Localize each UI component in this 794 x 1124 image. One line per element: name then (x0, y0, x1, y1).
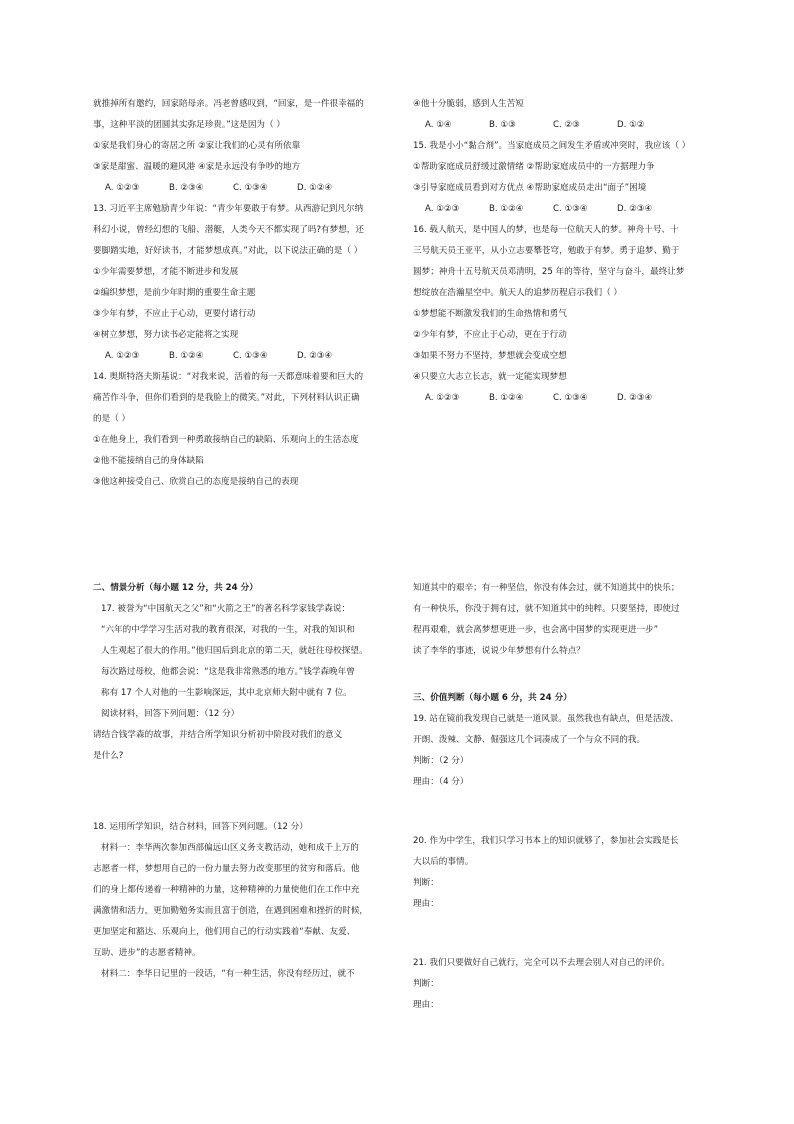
option-b: B. ②③④ (169, 183, 204, 193)
text-line: 就推掉所有邀约，回家陪母亲。冯老曾感叹到，“回家，是一件很幸福的 (93, 99, 364, 109)
reason-label: 理由： (413, 1000, 439, 1010)
text-line: 称有 17 个人对他的一生影响深远，其中北京师大附中就有 7 位。 (101, 688, 352, 698)
option-d: D. ②③④ (617, 393, 653, 403)
text-line: 开朗、泼辣、文静、倔强这几个词凑成了一个与众不同的我。 (413, 735, 646, 745)
text-line: 程再艰难，就会离梦想更进一步，也会离中国梦的实现更进一步” (413, 625, 659, 635)
text-line: 的是（ ） (93, 414, 131, 424)
option-d: D. ②③④ (617, 204, 653, 214)
top-left-column (93, 94, 403, 493)
text-line: 是什么? (93, 751, 124, 761)
top-right-column (413, 94, 723, 409)
text-line: 科幻小说，曾经幻想的飞船、潜艇，人类今天不都实现了吗?有梦想，还 (93, 225, 364, 235)
option-a: A. ①②③ (105, 183, 140, 193)
text-line: 请结合钱学森的故事，并结合所学知识分析初中阶段对我们的意义 (93, 730, 343, 740)
text-line: ②编织梦想，是前少年时期的重要生命主题 (93, 288, 256, 298)
answer-options (413, 115, 723, 136)
text-line: 想绽放在浩瀚星空中。航天人的追梦历程启示我们（ ） (413, 288, 622, 298)
question-13-stem: 13. 习近平主席勉励青少年说：“青少年要敢于有梦。从西游记到凡尔纳 (93, 204, 364, 214)
text-line: 痛苦作斗争，但你们看到的是我脸上的微笑。”对此，下列材料认识正确 (93, 393, 360, 403)
answer-options (413, 199, 723, 220)
option-c: C. ①③④ (553, 393, 588, 403)
option-d: D. ①② (617, 120, 645, 130)
bottom-left-column (93, 578, 403, 985)
question-21-stem: 21. 我们只要做好自己就行，完全可以不去理会别人对自己的评价。 (413, 958, 671, 968)
answer-options (93, 178, 403, 199)
text-line: 三号航天员王亚平，从小立志要攀苍穹，勉敢于有梦。勇于追梦、勤于 (413, 246, 680, 256)
text-line: 满激情和活力，更加勤勉务实而且富于创造，在遇到困难和挫折的时候， (93, 906, 369, 916)
text-line: ①梦想能不断激发我们的生命热情和勇气 (413, 309, 567, 319)
text-line: 材料一：李华两次参加西部偏远山区义务支教活动，她和成千上万的 (101, 843, 359, 853)
question-14-stem: 14. 奥斯特洛夫斯基说：“对我来说，活着的每一天都意味着要和巨大的 (93, 372, 364, 382)
option-c: C. ①③④ (553, 204, 588, 214)
text-line: 事，这种平淡的团圆其实弥足珍贵。”这是因为（ ） (93, 120, 285, 130)
text-line: ③引导家庭成员看到对方优点 ④帮助家庭成员走出“面子”困境 (413, 183, 647, 193)
question-19-stem: 19. 站在镜前我发现自己就是一道风景。虽然我也有缺点，但是活泼、 (413, 714, 679, 724)
option-c: C. ①③④ (233, 351, 268, 361)
text-line: 圆梦；神舟十五号航天员邓清明，25 年的等待，坚守与奋斗，最终让梦 (413, 267, 685, 277)
option-a: A. ①②③ (105, 351, 140, 361)
text-line: 阅读材料，回答下列问题：（12 分） (101, 709, 240, 719)
text-line: 材料二：李华日记里的一段话，“有一种生活，你没有经历过，就不 (101, 969, 355, 979)
text-line: ④他十分脆弱，感到人生苦短 (413, 99, 524, 109)
option-b: B. ①③ (489, 120, 516, 130)
section-2-title: 二、情景分析（每小题 12 分，共 24 分） (93, 583, 258, 593)
text-line: ④树立梦想，努力读书必定能将之实现 (93, 330, 239, 340)
answer-space (93, 767, 403, 817)
text-line: 志愿者一样，梦想用自己的一份力量去努力改变那里的贫穷和落后。他 (93, 864, 360, 874)
option-b: B. ①②④ (489, 204, 524, 214)
text-line: ①帮助家庭成员舒缓过激情绪 ②帮助家庭成员中的一方据理力争 (413, 162, 655, 172)
text-line: ③如果不努力不坚持，梦想就会变成空想 (413, 351, 567, 361)
text-line: ④只要立大志立长志，就一定能实现梦想 (413, 372, 567, 382)
text-line: 互助、进步”的志愿者精神。 (93, 948, 201, 958)
text-line: 人生观起了很大的作用。”他归国后到北京的第二天，就赶往母校探望。 (101, 646, 368, 656)
option-a: A. ①④ (425, 120, 452, 130)
option-d: D. ②③④ (297, 351, 333, 361)
bottom-right-column (413, 578, 723, 1016)
answer-space (413, 662, 723, 688)
question-17-stem: 17. 被誉为“中国航天之父”和“火箭之王”的著名科学家钱学森说： (101, 604, 351, 614)
question-18-stem: 18. 运用所学知识，结合材料，回答下列问题。（12 分） (93, 822, 308, 832)
reason-label: 理由：（4 分） (413, 777, 469, 787)
text-line: ②少年有梦，不应止于心动，更在于行动 (413, 330, 567, 340)
text-line: ①家是我们身心的寄居之所 ②家让我们的心灵有所依靠 (93, 141, 301, 151)
option-a: A. ①②③ (425, 393, 460, 403)
judgment-label: 判断： (413, 979, 439, 989)
text-line: 们的身上都传递着一种精神的力量，这种精神的力量使他们在工作中充 (93, 885, 360, 895)
option-c: C. ②③ (553, 120, 580, 130)
option-b: B. ①②④ (169, 351, 204, 361)
text-line: ①少年需要梦想，才能不断进步和发展 (93, 267, 239, 277)
text-line: 要脚踏实地，好好读书，才能梦想成真。”对此，以下说法正确的是（ ） (93, 246, 363, 256)
text-line: ③他这种接受自己、欣赏自己的态度是接纳自己的表现 (93, 477, 299, 487)
option-c: C. ①③④ (233, 183, 268, 193)
text-line: ③家是甜蜜、温暖的避风港 ④家是永远没有争吵的地方 (93, 162, 301, 172)
reason-label: 理由： (413, 899, 439, 909)
text-line: 每次路过母校，他都会说：“这是我非常熟悉的地方。”钱学森晚年曾 (101, 667, 355, 677)
text-line: “六年的中学学习生活对我的教育很深，对我的一生，对我的知识和 (101, 625, 355, 635)
text-line: ②他不能接纳自己的身体缺陷 (93, 456, 204, 466)
answer-options (413, 388, 723, 409)
question-15-stem: 15. 我是小小“黏合剂”。当家庭成员之间发生矛盾或冲突时，我应该（ ） (413, 141, 691, 151)
section-3-title: 三、价值判断（每小题 6 分，共 24 分） (413, 693, 572, 703)
question-20-stem: 20. 作为中学生，我们只学习书本上的知识就够了，参加社会实践是长 (413, 836, 679, 846)
question-16-stem: 16. 载人航天，是中国人的梦，也是每一位航天人的梦。神舟十号、十 (413, 225, 679, 235)
judgment-label: 判断：（2 分） (413, 756, 469, 766)
text-line: ①在他身上，我们看到一种勇敢接纳自己的缺陷、乐观向上的生活态度 (93, 435, 359, 445)
option-a: A. ①②③ (425, 204, 460, 214)
text-line: 更加坚定和豁达、乐观向上，他们用自己的行动实践着“奉献、友爱、 (93, 927, 356, 937)
text-line: 读了李华的事迹，说说少年梦想有什么特点？ (413, 646, 585, 656)
option-d: D. ①②④ (297, 183, 333, 193)
text-line: 大以后的事情。 (413, 857, 474, 867)
answer-options (93, 346, 403, 367)
option-b: B. ①②④ (489, 393, 524, 403)
text-line: 知道其中的艰辛；有一种坚信，你没有体会过，就不知道其中的快乐； (413, 583, 680, 593)
judgment-label: 判断： (413, 878, 439, 888)
answer-space (413, 793, 723, 831)
text-line: ③少年有梦，不应止于心动，更要付诸行动 (93, 309, 256, 319)
text-line: 有一种快乐，你没于拥有过，就不知道其中的纯粹。只要坚持，即使过 (413, 604, 680, 614)
answer-space (413, 915, 723, 953)
